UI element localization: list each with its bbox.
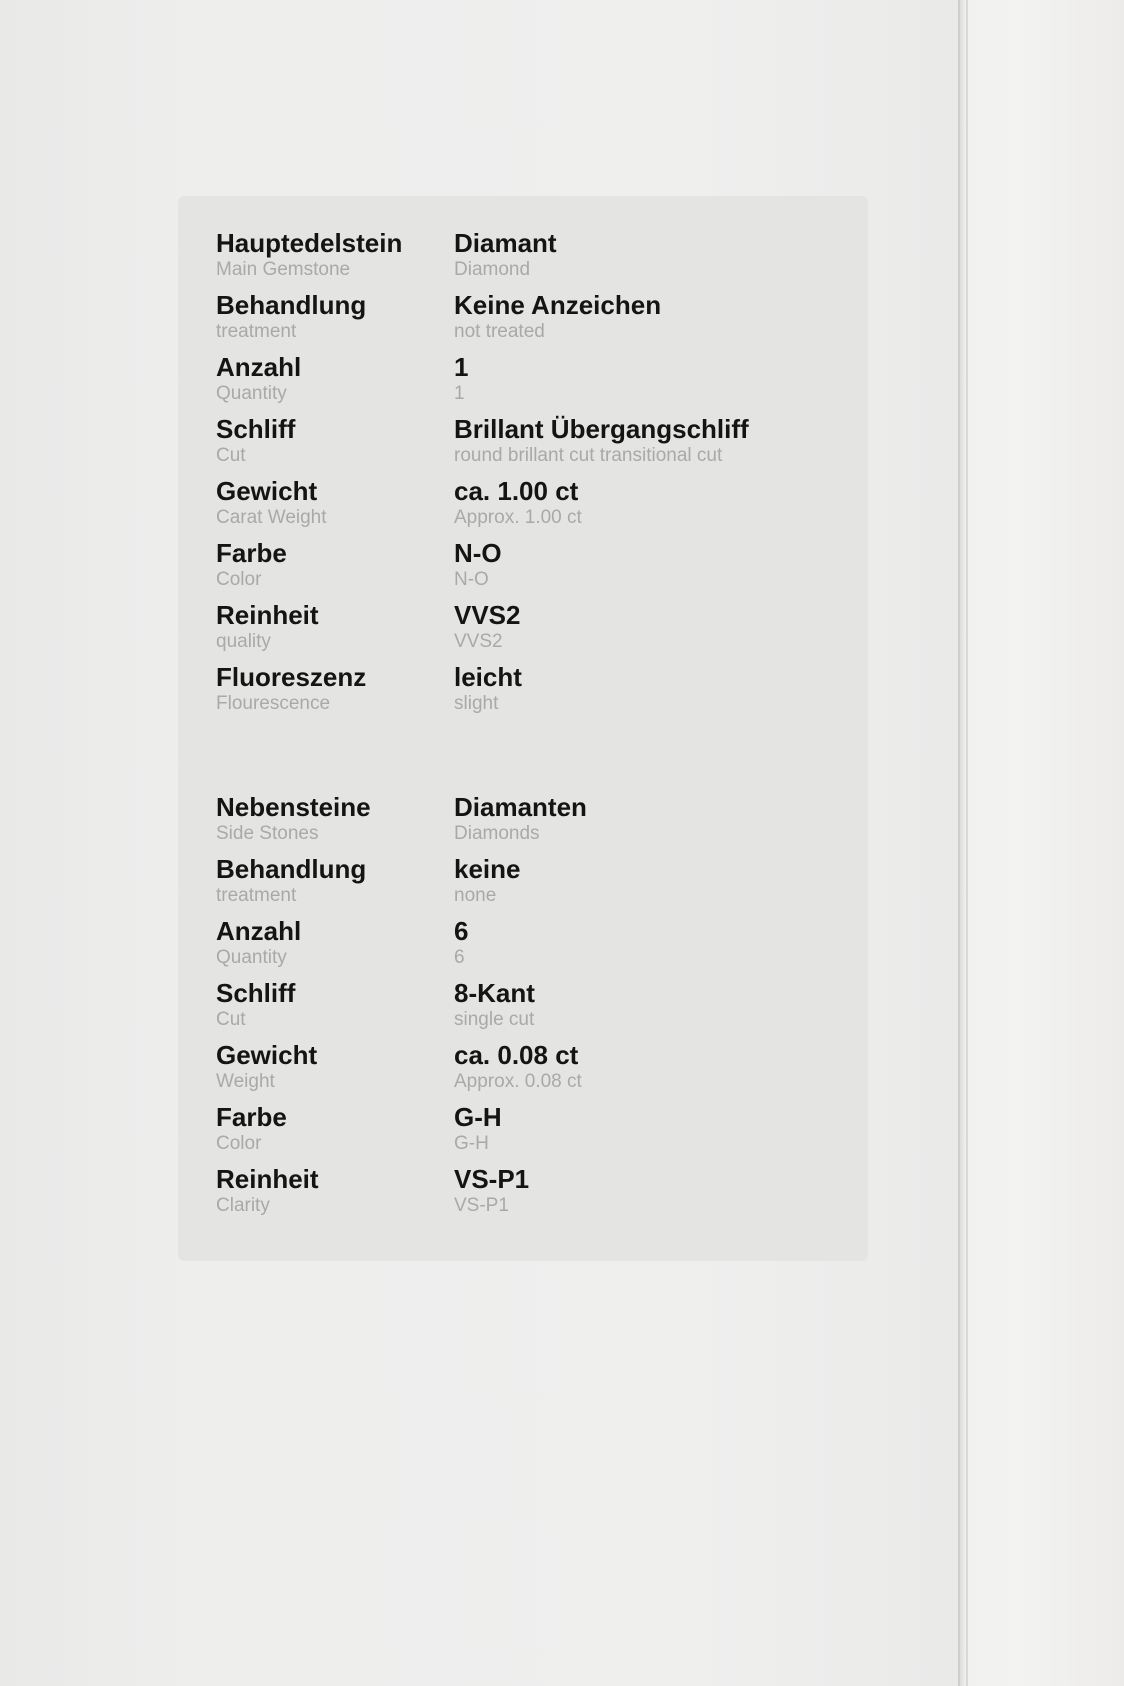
spec-row-cut <box>178 414 868 476</box>
value-german: Keine Anzeichen <box>454 290 662 320</box>
spec-value <box>454 916 468 970</box>
spec-value <box>454 662 522 716</box>
value-english: Diamonds <box>454 823 540 844</box>
label-german: Fluoreszenz <box>216 662 367 692</box>
spec-row-main-gemstone <box>178 228 868 290</box>
value-german: 6 <box>454 916 469 946</box>
label-german: Hauptedelstein <box>216 228 403 258</box>
label-german: Gewicht <box>216 476 318 506</box>
spec-value <box>454 290 661 344</box>
spec-label <box>216 662 366 716</box>
label-english: Clarity <box>216 1195 270 1216</box>
spec-row-clarity <box>178 600 868 662</box>
spec-value <box>454 854 521 908</box>
label-german: Reinheit <box>216 1164 319 1194</box>
spec-row-weight <box>178 1040 868 1102</box>
label-english: treatment <box>216 321 297 342</box>
value-english: not treated <box>454 321 545 342</box>
spec-value <box>454 1164 529 1218</box>
spec-row-treatment <box>178 854 868 916</box>
label-german: Anzahl <box>216 352 302 382</box>
spec-label <box>216 538 287 592</box>
label-english: Cut <box>216 445 246 466</box>
value-german: VS-P1 <box>454 1164 530 1194</box>
value-german: G-H <box>454 1102 502 1132</box>
spec-label <box>216 854 366 908</box>
label-german: Schliff <box>216 978 296 1008</box>
value-german: leicht <box>454 662 522 692</box>
value-english: VS-P1 <box>454 1195 509 1216</box>
label-english: Quantity <box>216 383 287 404</box>
spec-row-side-stones <box>178 792 868 854</box>
label-english: Carat Weight <box>216 507 327 528</box>
label-english: treatment <box>216 885 297 906</box>
value-german: ca. 0.08 ct <box>454 1040 579 1070</box>
label-german: Anzahl <box>216 916 302 946</box>
spec-row-quantity <box>178 352 868 414</box>
spec-label <box>216 792 371 846</box>
label-german: Nebensteine <box>216 792 371 822</box>
label-english: Side Stones <box>216 823 319 844</box>
value-german: Brillant Übergangschliff <box>454 414 749 444</box>
label-german: Behandlung <box>216 290 367 320</box>
value-english: single cut <box>454 1009 535 1030</box>
value-german: Diamanten <box>454 792 587 822</box>
value-english: slight <box>454 693 499 714</box>
value-english: Approx. 1.00 ct <box>454 507 582 528</box>
value-german: keine <box>454 854 521 884</box>
value-german: ca. 1.00 ct <box>454 476 579 506</box>
spec-value <box>454 792 587 846</box>
value-english: Approx. 0.08 ct <box>454 1071 582 1092</box>
spec-value <box>454 352 468 406</box>
spec-row-cut <box>178 978 868 1040</box>
value-english: none <box>454 885 497 906</box>
value-german: N-O <box>454 538 502 568</box>
label-english: Flourescence <box>216 693 331 714</box>
label-english: Color <box>216 569 262 590</box>
label-german: Reinheit <box>216 600 319 630</box>
label-german: Gewicht <box>216 1040 318 1070</box>
value-english: round brillant cut transitional cut <box>454 445 723 466</box>
value-english: 6 <box>454 947 465 968</box>
side-stones-section <box>178 792 868 1226</box>
label-english: Quantity <box>216 947 287 968</box>
spec-value <box>454 414 749 468</box>
main-gemstone-section <box>178 228 868 724</box>
spec-row-treatment <box>178 290 868 352</box>
value-german: 8-Kant <box>454 978 535 1008</box>
value-german: Diamant <box>454 228 557 258</box>
label-english: Cut <box>216 1009 246 1030</box>
spec-value <box>454 538 502 592</box>
spec-label <box>216 600 319 654</box>
spec-label <box>216 290 366 344</box>
label-german: Farbe <box>216 1102 287 1132</box>
label-german: Farbe <box>216 538 287 568</box>
value-english: VVS2 <box>454 631 503 652</box>
spec-label <box>216 1164 319 1218</box>
spec-row-quantity <box>178 916 868 978</box>
value-english: N-O <box>454 569 489 590</box>
spec-value <box>454 600 521 654</box>
label-english: Weight <box>216 1071 275 1092</box>
label-english: quality <box>216 631 271 652</box>
value-english: Diamond <box>454 259 531 280</box>
spec-label <box>216 978 295 1032</box>
spec-value <box>454 978 535 1032</box>
value-english: 1 <box>454 383 465 404</box>
spec-label <box>216 414 295 468</box>
value-german: 1 <box>454 352 469 382</box>
page-fold <box>958 0 1124 1686</box>
spec-row-fluorescence <box>178 662 868 724</box>
label-german: Behandlung <box>216 854 367 884</box>
spec-row-color <box>178 538 868 600</box>
spec-row-color <box>178 1102 868 1164</box>
spec-label <box>216 476 327 530</box>
label-english: Main Gemstone <box>216 259 351 280</box>
spec-row-clarity <box>178 1164 868 1226</box>
spec-label <box>216 352 301 406</box>
spec-value <box>454 1040 582 1094</box>
value-german: VVS2 <box>454 600 521 630</box>
spec-label <box>216 916 301 970</box>
spec-label <box>216 228 402 282</box>
spec-value <box>454 1102 502 1156</box>
spec-row-carat-weight <box>178 476 868 538</box>
gemstone-spec-sheet <box>178 196 868 1261</box>
value-english: G-H <box>454 1133 489 1154</box>
spec-label <box>216 1040 317 1094</box>
label-english: Color <box>216 1133 262 1154</box>
spec-label <box>216 1102 287 1156</box>
label-german: Schliff <box>216 414 296 444</box>
spec-value <box>454 228 557 282</box>
spec-value <box>454 476 582 530</box>
fold-crease <box>966 0 968 1686</box>
